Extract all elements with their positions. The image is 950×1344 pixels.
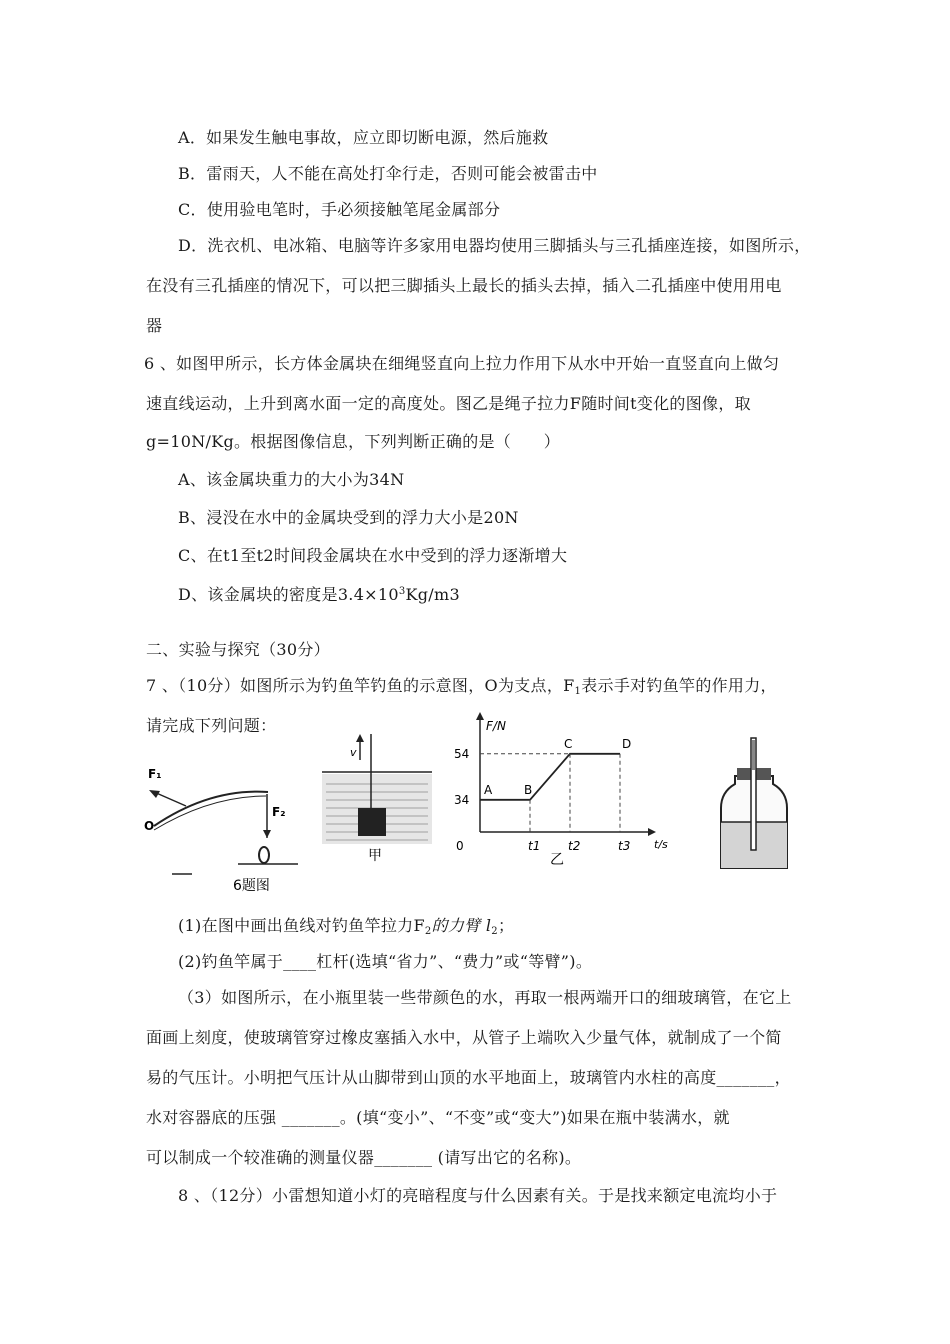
q7-stem-text-post: 表示手对钓鱼竿的作用力， — [581, 676, 777, 695]
point-label: D — [622, 736, 632, 751]
q7-part-3-line5: 可以制成一个较准确的测量仪器_______ (请写出它的名称)。 — [146, 1148, 582, 1167]
velocity-arrowhead — [356, 734, 364, 742]
fishing-rod-line-inner — [154, 796, 266, 830]
x-tick-label: 0 — [456, 839, 464, 853]
q7-part-1-mid: 的力臂 l — [431, 916, 492, 935]
q6-stem-line2: 速直线运动，上升到离水面一定的高度处。图乙是绳子拉力F随时间t变化的图像，取 — [146, 394, 751, 413]
pivot-o-label: O — [144, 819, 155, 833]
q6-option-a: A、该金属块重力的大小为34N — [178, 470, 405, 489]
q7-part-3-line2: 面画上刻度，使玻璃管穿过橡皮塞插入水中，从管子上端吹入少量气体，就制成了一个简 — [146, 1028, 782, 1047]
q5-option-a: A．如果发生触电事故，应立即切断电源，然后施救 — [178, 128, 549, 147]
section-title: 二、实验与探究（30分） — [146, 640, 330, 659]
figure-caption-6: 6题图 — [233, 878, 270, 893]
q7-part-1-text: (1)在图中画出鱼线对钓鱼竿拉力F — [178, 916, 425, 935]
q7-stem-sub: 1 — [574, 686, 582, 697]
metal-block — [358, 808, 386, 836]
q7-part-3-line1: （3）如图所示，在小瓶里装一些带颜色的水，再取一根两端开口的细玻璃管，在它上 — [178, 988, 792, 1007]
f2-arrowhead — [263, 830, 271, 838]
q6-option-c: C、在t1至t2时间段金属块在水中受到的浮力逐渐增大 — [178, 546, 568, 565]
q6-option-d — [178, 582, 460, 605]
q6-option-b: B、浸没在水中的金属块受到的浮力大小是20N — [178, 508, 519, 527]
q7-part-1-sub: 2 — [424, 926, 432, 937]
q8-stem: 8 、（12分）小雷想知道小灯的亮暗程度与什么因素有关。于是找来额定电流均小于 — [178, 1186, 778, 1205]
q5-option-d-cont: 在没有三孔插座的情况下，可以把三脚插头上最长的插头去掉，插入二孔插座中使用用电 — [146, 276, 782, 295]
chart-yi — [450, 710, 675, 868]
velocity-label: v — [350, 746, 357, 759]
fish-shape — [259, 847, 269, 863]
q7-part-1 — [178, 916, 514, 942]
y-axis-label: F/N — [486, 719, 506, 733]
point-label: A — [484, 782, 493, 797]
q7-part-1-sub2: 2 — [491, 926, 498, 937]
q7-part-3-line3: 易的气压计。小明把气压计从山脚带到山顶的水平地面上，玻璃管内水柱的高度_______， — [146, 1068, 791, 1087]
y-tick-label: 54 — [454, 746, 470, 761]
q6-stem-line3: g=10N/Kg。根据图像信息，下列判断正确的是（ ） — [146, 432, 560, 451]
figure-jia — [312, 726, 437, 866]
q7-stem-line2: 请完成下列问题： — [146, 716, 277, 735]
q6-stem-line1: 6 、如图甲所示，长方体金属块在细绳竖直向上拉力作用下从水中开始一直竖直向上做匀 — [144, 354, 780, 373]
data-line — [480, 754, 620, 800]
point-label: B — [524, 782, 533, 797]
fishing-rod-figure — [140, 758, 305, 893]
q7-stem-text: 7 、（10分）如图所示为钓鱼竿钓鱼的示意图，O为支点，F — [146, 676, 575, 695]
q5-option-d-end: 器 — [146, 316, 163, 335]
water-column — [752, 740, 755, 770]
x-tick-label: t1 — [528, 839, 541, 853]
q5-option-d: D．洗衣机、电冰箱、电脑等许多家用电器均使用三脚插头与三孔插座连接，如图所示， — [178, 236, 811, 255]
x-axis-label: t/s — [654, 838, 668, 851]
f1-label: F₁ — [148, 767, 162, 781]
point-label: C — [564, 736, 573, 751]
chart-plot-area — [454, 712, 668, 868]
x-axis-arrowhead — [648, 828, 656, 836]
q6-option-d-unit: Kg/m3 — [405, 585, 460, 604]
q5-option-b: B．雷雨天，人不能在高处打伞行走，否则可能会被雷击中 — [178, 164, 598, 183]
q7-part-2: (2)钓鱼竿属于____杠杆(选填“省力”、“费力”或“等臂”)。 — [178, 952, 593, 971]
figure-caption-yi: 乙 — [550, 852, 564, 868]
x-tick-label: t3 — [618, 839, 631, 853]
q7-part-3-line4: 水对容器底的压强 _______。(填“变小”、“不变”或“变大”)如果在瓶中装满水，就 — [146, 1108, 730, 1127]
y-axis-arrowhead — [476, 712, 484, 720]
figure-caption-jia: 甲 — [368, 848, 382, 864]
x-tick-label: t2 — [568, 839, 581, 853]
barometer-figure — [705, 736, 805, 876]
q7-stem-line1 — [146, 676, 777, 702]
q7-part-1-end: ； — [497, 916, 515, 935]
f1-arrow — [154, 792, 186, 806]
q5-option-c: C．使用验电笔时，手必须接触笔尾金属部分 — [178, 200, 501, 219]
q6-option-d-text: D、该金属块的密度是3.4×10 — [178, 585, 399, 604]
q6-option-d-exponent: 3 — [398, 586, 406, 597]
f2-label: F₂ — [272, 805, 286, 819]
y-tick-label: 34 — [454, 792, 470, 807]
